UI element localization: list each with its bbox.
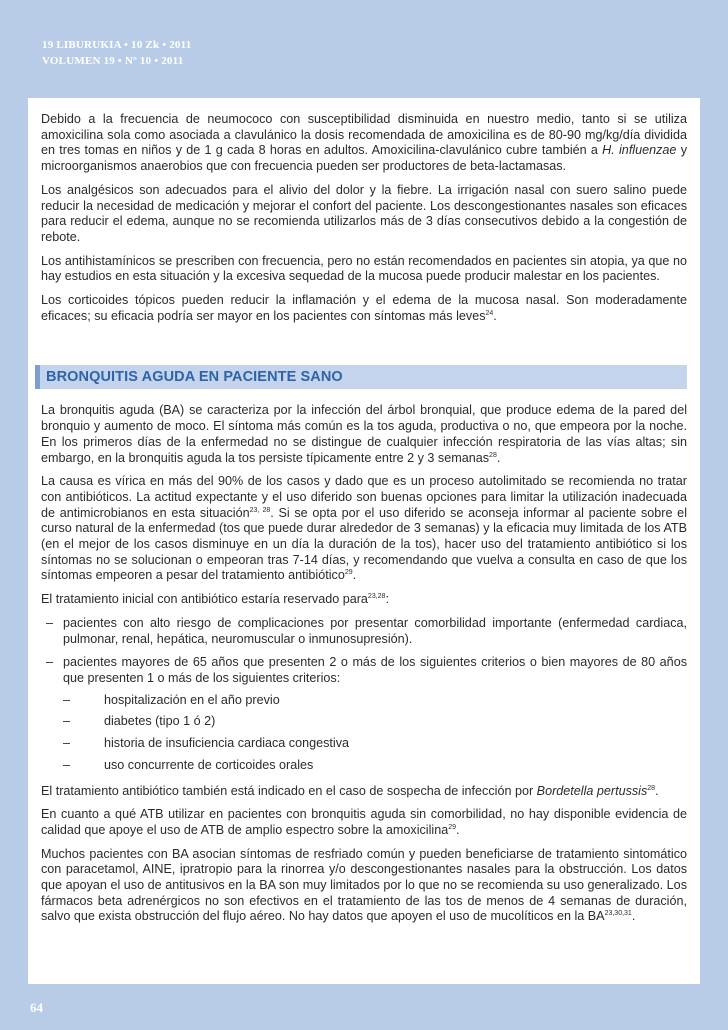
paragraph-amoxicilina bbox=[41, 112, 687, 175]
sub-criteria-list bbox=[63, 693, 687, 774]
paragraph-corticoides bbox=[41, 293, 687, 324]
sub-list-item: – hospitalización en el año previo bbox=[63, 693, 687, 709]
species-name: H. influenzae bbox=[602, 143, 677, 158]
text: El tratamiento inicial con antibiótico estaría reservado para bbox=[41, 592, 368, 607]
journal-header-line-2: VOLUMEN 19 • Nº 10 • 2011 bbox=[42, 55, 184, 67]
paragraph-que-atb bbox=[41, 807, 687, 838]
text: Debido a la frecuencia de neumococo con susceptibilidad disminuida en nuestro medio, tanto si se utiliza amoxicilina sola como asociada a clavulánico la dosis recomendada de amoxicilina es de 80-90 mg/kg/día dividida en tres tomas en niños y de 1 g cada 8 horas en adultos. Amoxicilina-clavulánico cubre también a bbox=[41, 112, 687, 158]
text: El tratamiento antibiótico también está indicado en el caso de sospecha de infección por bbox=[41, 783, 537, 798]
sub-list-item: – diabetes (tipo 1 ó 2) bbox=[63, 714, 687, 730]
reference-superscript: 29 bbox=[344, 569, 353, 577]
paragraph-definicion-ba bbox=[41, 403, 687, 466]
text: . bbox=[352, 568, 357, 583]
text: y microorganismos anaerobios que con frecuencia pueden ser productores de beta-lactamasas. bbox=[41, 143, 687, 174]
page-content bbox=[41, 112, 687, 933]
list-item bbox=[45, 655, 687, 773]
sub-list-item: – historia de insuficiencia cardiaca congestiva bbox=[63, 736, 687, 752]
page-number: 64 bbox=[30, 1000, 43, 1015]
text: La bronquitis aguda (BA) se caracteriza por la infección del árbol bronquial, que produce edema de la pared del bronquio y aumento de moco. El síntoma más común es la tos aguda, productiva o no, que empeora por la noche. En los primeros días de la enfermedad no se distingue de cualquier infección respiratoria de las vías altas; sin embargo, en la bronquitis aguda la tos persiste típicamente entre 2 y 3 semanas bbox=[41, 403, 687, 465]
text: pacientes mayores de 65 años que presenten 2 o más de los siguientes criterios o bien mayores de 80 años que presenten 1 o más de los siguientes criterios: bbox=[63, 655, 687, 685]
text: Los corticoides tópicos pueden reducir la inflamación y el edema de la mucosa nasal. Son moderadamente eficaces; su eficacia podría ser mayor en los pacientes con síntomas más leves bbox=[41, 293, 687, 323]
section-heading-bar bbox=[35, 365, 687, 389]
journal-header bbox=[42, 37, 191, 69]
section-title: BRONQUITIS AGUDA EN PACIENTE SANO bbox=[46, 369, 343, 386]
reference-superscript: 28 bbox=[489, 451, 497, 459]
text: . bbox=[631, 909, 636, 924]
species-name: Bordetella pertussis bbox=[536, 783, 648, 798]
text: : bbox=[385, 592, 389, 607]
page-body bbox=[28, 98, 700, 984]
text: . Si se opta por el uso diferido se aconseja informar al paciente sobre el curso natural de la enfermedad (tos que puede durar alrededor de 3 semanas) y la eficacia muy limitada de los ATB (en el mejor de los casos disminuye en un día la duración de la tos), hacer uso del tratamiento antibiótico si los síntomas no se solucionan o empeoran tras 7-14 días, y recomendando que vuelva a consulta en caso de que los síntomas empeoren a pesar del tratamiento antibiótico bbox=[41, 505, 687, 583]
reference-superscript: 28 bbox=[647, 784, 656, 792]
paragraph-bordetella bbox=[41, 784, 687, 800]
list-item: – pacientes con alto riesgo de complicaciones por presentar comorbilidad importante (enfermedad cardiaca, pulmonar, renal, hepática, neuromuscular o inmunosupresión). bbox=[45, 616, 687, 647]
sub-list-item: – uso concurrente de corticoides orales bbox=[63, 758, 687, 774]
paragraph-sintomatico bbox=[41, 847, 687, 926]
paragraph-analgesicos: Los analgésicos son adecuados para el alivio del dolor y la fiebre. La irrigación nasal con suero salino puede reducir la necesidad de medicación y mejorar el confort del paciente. Los descongestionantes nasales son eficaces para reducir el edema, aunque no se recomienda utilizarlos más de 3 días consecutivos debido a la congestión de rebote. bbox=[41, 182, 687, 244]
paragraph-tratamiento-inicial bbox=[41, 592, 687, 608]
reference-superscript: 29 bbox=[448, 823, 457, 831]
text: La causa es vírica en más del 90% de los casos y dado que es un proceso autolimitado se recomienda no tratar con antibióticos. La actitud expectante y el uso diferido son buenas opciones para limitar la utilización inadecuada de antimicrobianos en esta situación bbox=[41, 474, 687, 520]
paragraph-antihistaminicos: Los antihistamínicos se prescriben con frecuencia, pero no están recomendados en pacientes sin atopia, ya que no hay estudios en esta situación y la excesiva sequedad de la mucosa puede producir malestar en los pacientes. bbox=[41, 253, 687, 284]
reference-superscript: 24 bbox=[485, 309, 494, 317]
reference-superscript: 23, 28 bbox=[249, 506, 271, 514]
text: . bbox=[496, 450, 501, 465]
text: Muchos pacientes con BA asocian síntomas de resfriado común y pueden beneficiarse de tratamiento sintomático con paracetamol, AINE, ipratropio para la rinorrea y/o descongestionantes nasales para la obstrucción. Los datos que apoyan el uso de antitusivos en la BA son muy limitados por lo que no se recomienda su uso generalizado. Los fármacos beta adrenérgicos no son efectivos en el tratamiento de las tos de menos de 4 semanas de duración, salvo que exista obstrucción del flujo aéreo. No hay datos que apoyen el uso de mucolíticos en la BA bbox=[41, 846, 687, 924]
text: . bbox=[655, 783, 659, 798]
text: En cuanto a qué ATB utilizar en pacientes con bronquitis aguda sin comorbilidad, no hay disponible evidencia de calidad que apoye el uso de ATB de amplio espectro sobre la amoxicilina bbox=[41, 807, 687, 837]
journal-header-line-1: 19 LIBURUKIA • 10 Zk • 2011 bbox=[42, 39, 192, 51]
reference-superscript: 23,30,31 bbox=[604, 910, 632, 918]
paragraph-causa-virica bbox=[41, 474, 687, 584]
criteria-list bbox=[41, 616, 687, 774]
text: . bbox=[456, 822, 460, 837]
reference-superscript: 23,28 bbox=[367, 592, 386, 600]
text: . bbox=[493, 308, 497, 323]
